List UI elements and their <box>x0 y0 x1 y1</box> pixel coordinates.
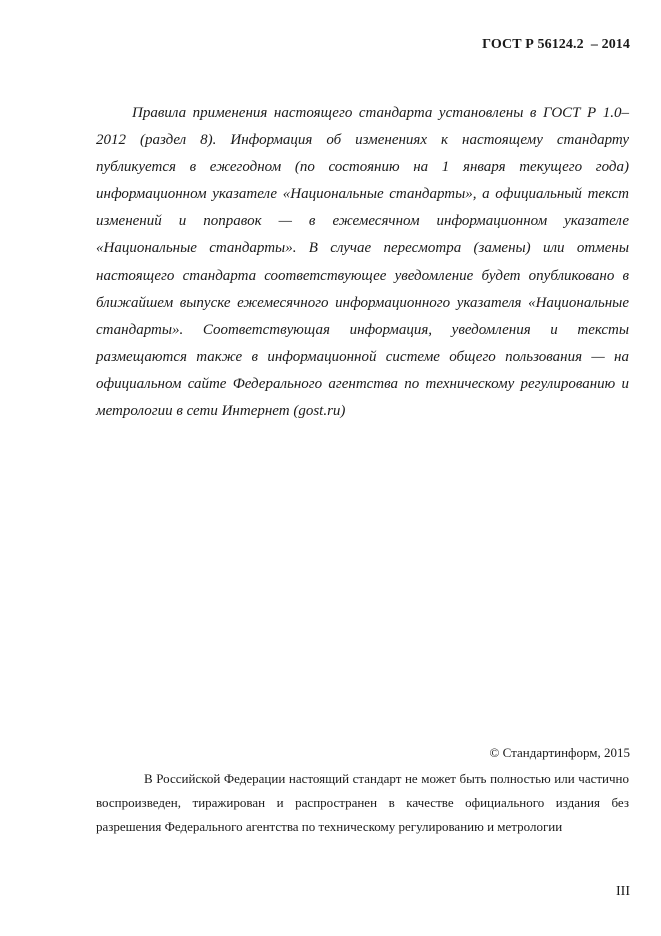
page-number: III <box>616 884 630 899</box>
rights-notice: В Российской Федерации настоящий стандарт не может быть полностью или частично воспроизведен, тиражирован и распространен в качестве официального издания без разрешения Федерального агентства по техническому регулированию и метрологии <box>96 771 629 834</box>
standard-number-header: ГОСТ Р 56124.2 – 2014 <box>482 37 630 52</box>
intro-paragraph: Правила применения настоящего стандарта установлены в ГОСТ Р 1.0–2012 (раздел 8). Информация об изменениях к настоящему стандарту публикуется в ежегодном (по состоянию на 1 января текущего года) информационном указателе «Национальные стандарты», а официальный текст изменений и поправок — в ежемесячном информационном указателе «Национальные стандарты». В случае пересмотра (замены) или отмены настоящего стандарта соответствующее уведомление будет опубликовано в ближайшем выпуске ежемесячного информационного указателя «Национальные стандарты». Соответствующая информация, уведомления и тексты размещаются также в информационной системе общего пользования — на официальном сайте Федерального агентства по техническому регулированию и метрологии в сети Интернет (gost.ru) <box>96 105 629 420</box>
copyright-notice: © Стандартинформ, 2015 <box>489 745 630 760</box>
